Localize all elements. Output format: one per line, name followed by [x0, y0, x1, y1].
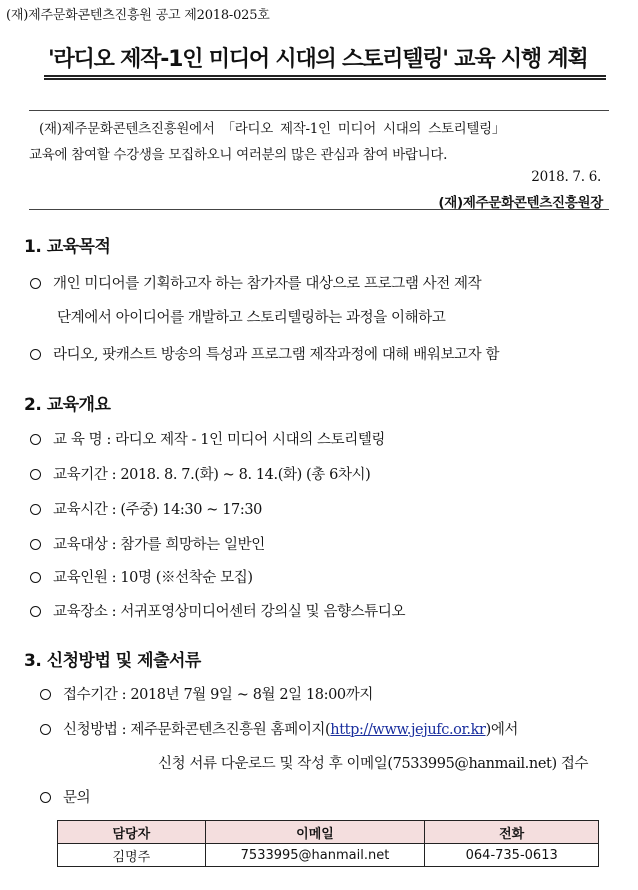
- contact-phone: 064-735-0613: [425, 844, 599, 867]
- intro-line-1: (재)제주문화콘텐츠진흥원에서 「라디오 제작-1인 미디어 시대의 스토리텔링」: [39, 121, 506, 137]
- circle-bullet-icon: [30, 606, 41, 617]
- intro-date: 2018. 7. 6.: [531, 169, 601, 185]
- overview-item: 교육기간 : 2018. 8. 7.(화) ~ 8. 14.(화) (총 6차시): [30, 463, 370, 484]
- circle-bullet-icon: [40, 792, 51, 803]
- notice-number: (재)제주문화콘텐츠진흥원 공고 제2018-025호: [6, 8, 270, 23]
- table-header-row: [58, 821, 599, 844]
- section-3-heading: 3. 신청방법 및 제출서류: [24, 651, 201, 671]
- overview-item: 교 육 명 : 라디오 제작 - 1인 미디어 시대의 스토리텔링: [30, 428, 385, 449]
- section-2-heading: 2. 교육개요: [24, 395, 111, 415]
- homepage-link[interactable]: http://www.jejufc.or.kr: [330, 722, 486, 738]
- contact-person: 김명주: [58, 844, 206, 867]
- overview-item: 교육대상 : 참가를 희망하는 일반인: [30, 533, 265, 554]
- intro-box: [29, 110, 609, 210]
- column-header: 전화: [425, 821, 599, 844]
- intro-organization: (재)제주문화콘텐츠진흥원장: [438, 195, 603, 211]
- circle-bullet-icon: [30, 504, 41, 515]
- circle-bullet-icon: [30, 349, 41, 360]
- document-title: '라디오 제작-1인 미디어 시대의 스토리텔링' 교육 시행 계획: [44, 42, 606, 80]
- circle-bullet-icon: [30, 278, 41, 289]
- purpose-item-1-cont: 단계에서 아이디어를 개발하고 스토리텔링하는 과정을 이해하고: [57, 310, 446, 326]
- circle-bullet-icon: [30, 469, 41, 480]
- overview-item: 교육시간 : (주중) 14:30 ~ 17:30: [30, 498, 262, 519]
- purpose-item-2: 라디오, 팟캐스트 방송의 특성과 프로그램 제작과정에 대해 배워보고자 함: [30, 343, 499, 364]
- circle-bullet-icon: [40, 689, 51, 700]
- circle-bullet-icon: [30, 434, 41, 445]
- application-period: 접수기간 : 2018년 7월 9일 ~ 8월 2일 18:00까지: [40, 683, 373, 704]
- circle-bullet-icon: [30, 539, 41, 550]
- section-1-heading: 1. 교육목적: [24, 237, 111, 257]
- contact-email[interactable]: 7533995@hanmail.net: [205, 844, 425, 867]
- purpose-item-1: 개인 미디어를 기획하고자 하는 참가자를 대상으로 프로그램 사전 제작: [30, 272, 481, 293]
- column-header: 이메일: [205, 821, 425, 844]
- overview-item: 교육인원 : 10명 (※선착순 모집): [30, 566, 253, 587]
- column-header: 담당자: [58, 821, 206, 844]
- inquiry-item: 문의: [40, 786, 90, 807]
- circle-bullet-icon: [40, 724, 51, 735]
- intro-line-2: 교육에 참여할 수강생을 모집하오니 여러분의 많은 관심과 참여 바랍니다.: [29, 147, 448, 163]
- circle-bullet-icon: [30, 572, 41, 583]
- overview-item: 교육장소 : 서귀포영상미디어센터 강의실 및 음향스튜디오: [30, 600, 405, 621]
- contact-table: [57, 820, 599, 867]
- application-method-cont: 신청 서류 다운로드 및 작성 후 이메일(7533995@hanmail.net) 접수: [158, 756, 589, 772]
- table-row: [58, 844, 599, 867]
- application-method: 신청방법 : 제주문화콘텐츠진흥원 홈페이지(http://www.jejufc.or.kr)에서: [40, 718, 518, 739]
